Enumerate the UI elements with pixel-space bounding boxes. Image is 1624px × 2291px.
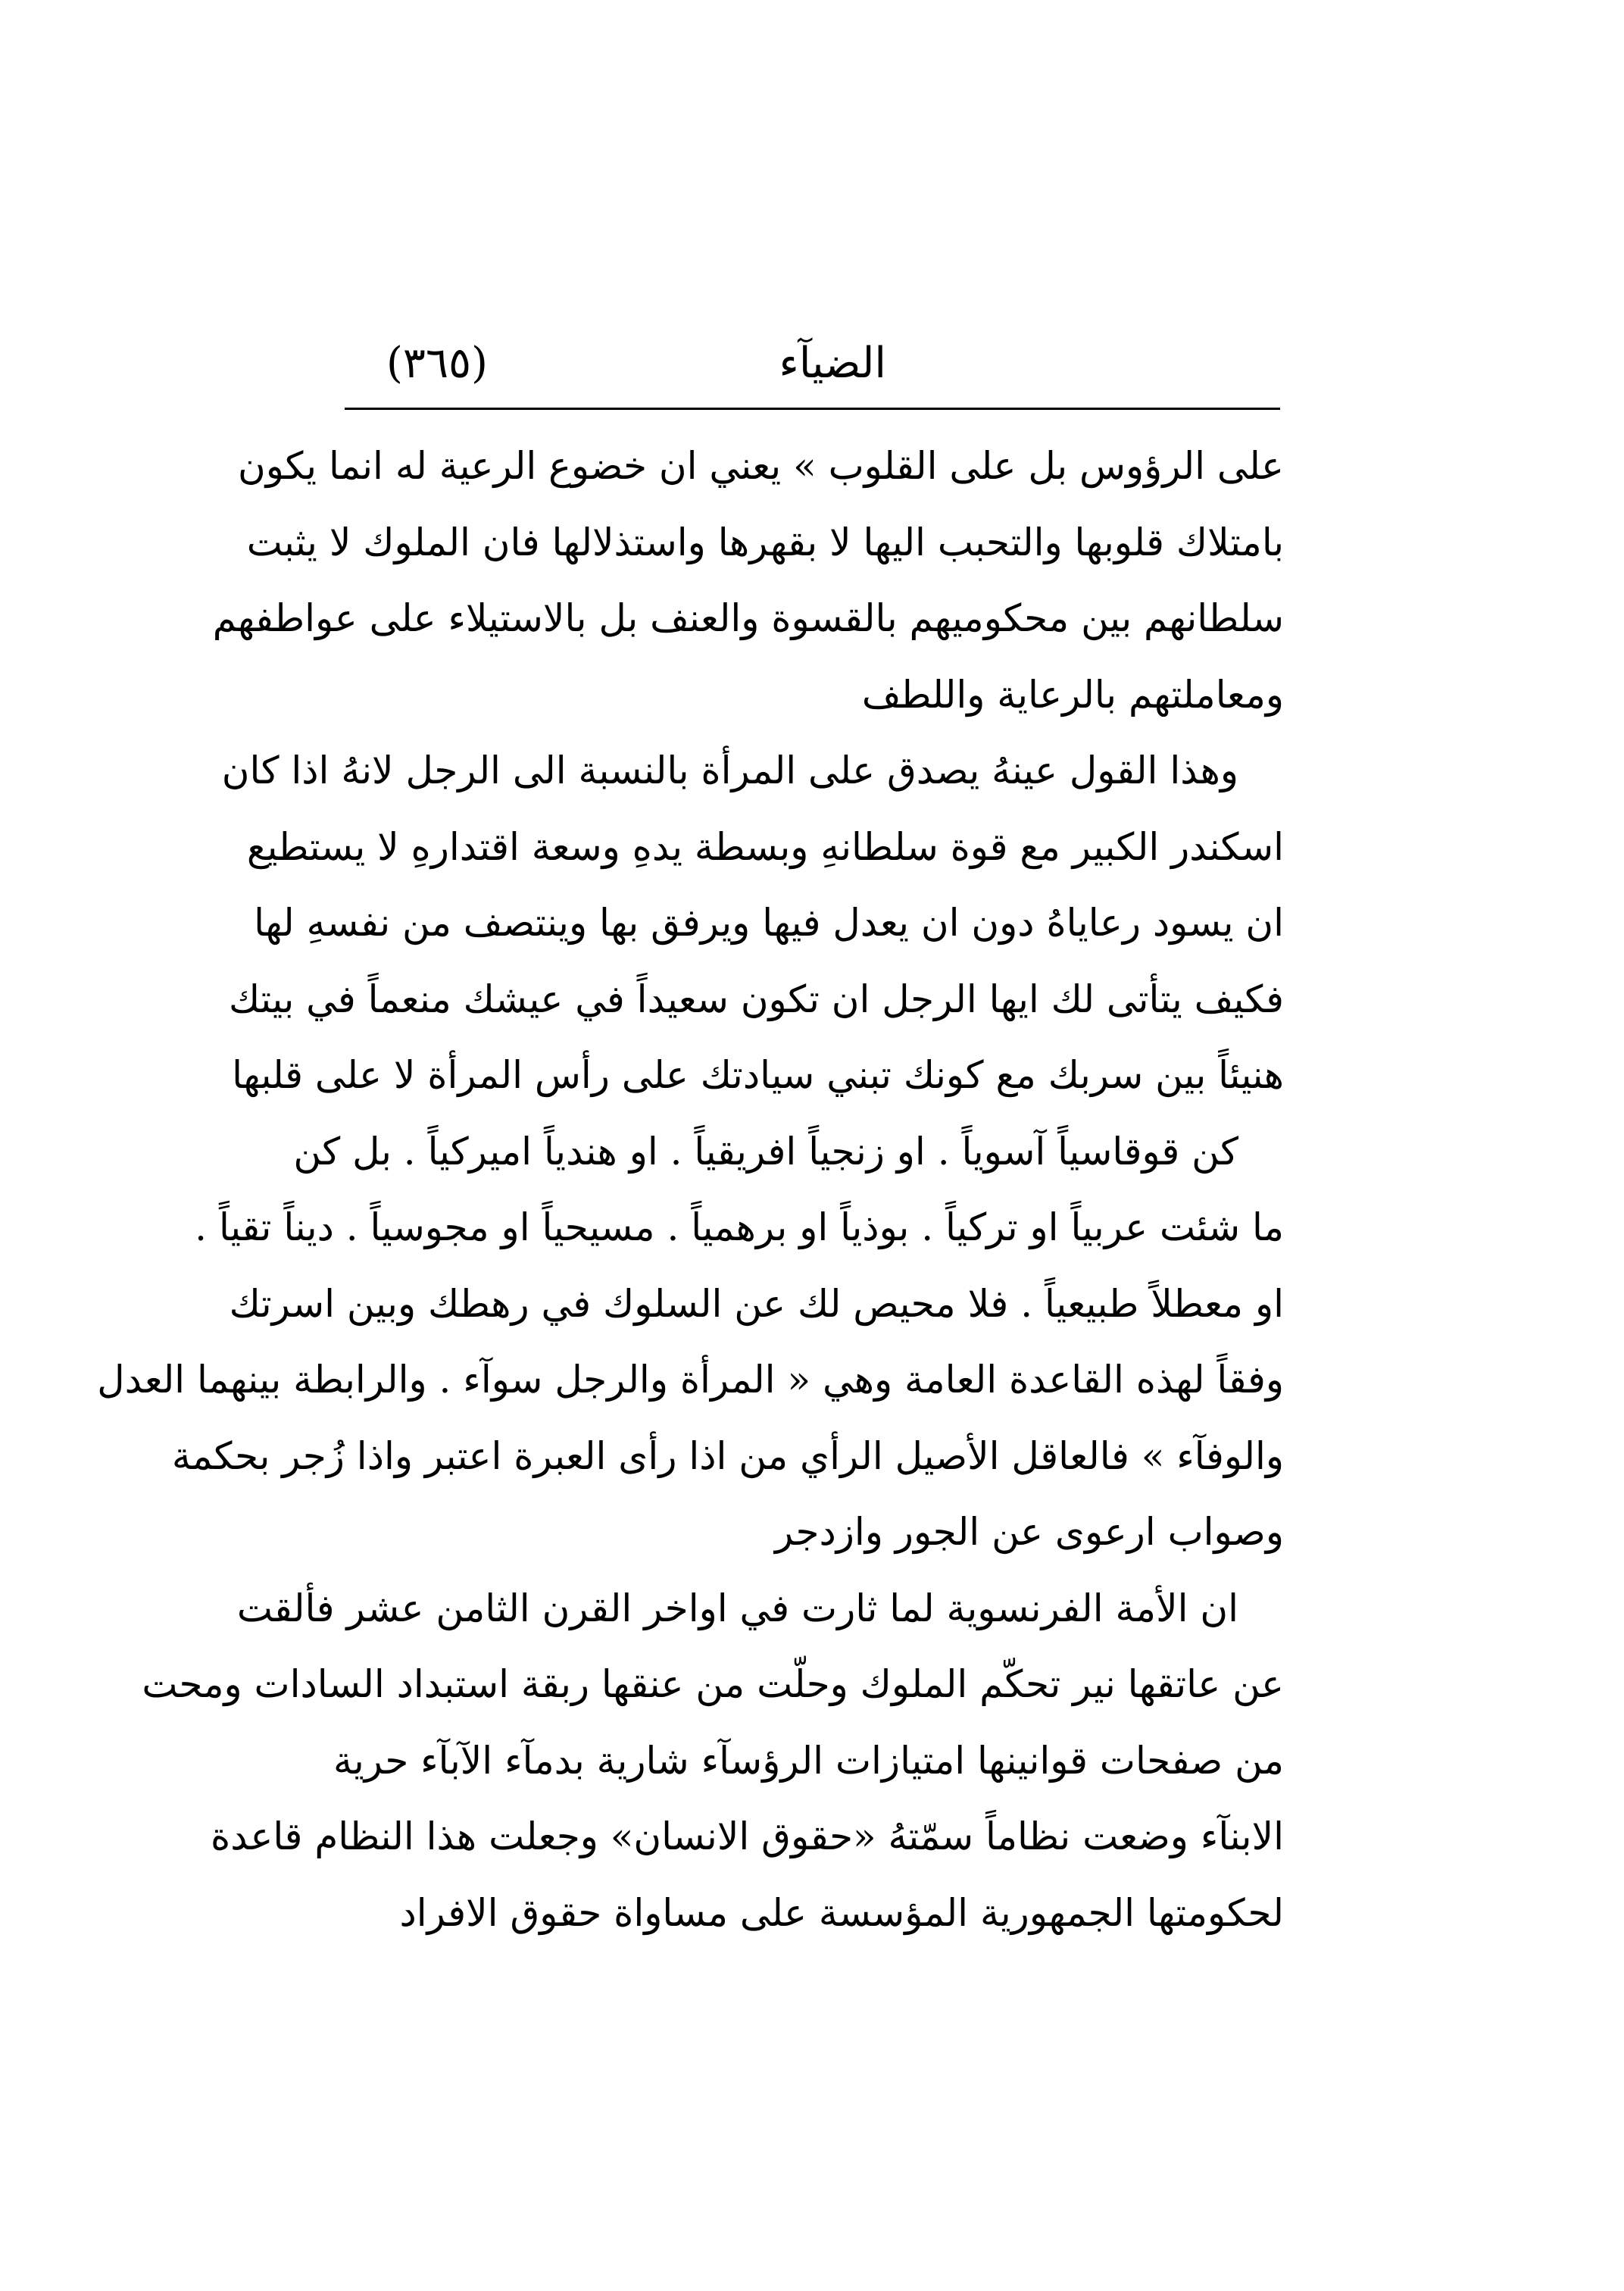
- text-line: عن عاتقها نير تحكّم الملوك وحلّت من عنقها ربقة استبداد السادات ومحت: [142, 1662, 1284, 1706]
- paragraph-4: [142, 1571, 1284, 1952]
- text-line: من صفحات قوانينها امتيازات الرؤسآء شارية بدمآء الآبآء حرية: [333, 1738, 1284, 1783]
- text-line: كن قوقاسياً آسوياً . او زنجياً افريقياً . او هندياً اميركياً . بل كن: [293, 1129, 1238, 1174]
- text-line: لحكومتها الجمهورية المؤسسة على مساواة حقوق الافراد: [399, 1890, 1284, 1935]
- text-line: فكيف يتأتى لك ايها الرجل ان تكون سعيداً في عيشك منعماً في بيتك: [229, 977, 1284, 1021]
- text-line: الابنآء وضعت نظاماً سمّتهُ «حقوق الانسان» وجعلت هذا النظام قاعدة: [211, 1814, 1284, 1858]
- text-line: بامتلاك قلوبها والتحبب اليها لا بقهرها واستذلالها فان الملوك لا يثبت: [246, 520, 1284, 564]
- paragraph-1: [212, 428, 1284, 733]
- text-line: او معطلاً طبيعياً . فلا محيص لك عن السلوك في رهطك وبين اسرتك: [229, 1281, 1284, 1326]
- text-line: اسكندر الكبير مع قوة سلطانهِ وبسطة يدهِ وسعة اقتدارهِ لا يستطيع: [246, 824, 1284, 869]
- text-line: ومعاملتهم بالرعاية واللطف: [861, 672, 1284, 717]
- text-line: هنيئاً بين سربك مع كونك تبني سيادتك على رأس المرأة لا على قلبها: [232, 1053, 1284, 1097]
- text-line: والوفآء » فالعاقل الأصيل الرأي من اذا رأى العبرة اعتبر واذا زُجر بحكمة: [171, 1433, 1284, 1478]
- text-line: ان الأمة الفرنسوية لما ثارت في اواخر القرن الثامن عشر فألقت: [236, 1586, 1238, 1630]
- text-line: وهذا القول عينهُ يصدق على المرأة بالنسبة الى الرجل لانهُ اذا كان: [221, 749, 1238, 792]
- text-line: ما شئت عربياً او تركياً . بوذياً او برهمياً . مسيحياً او مجوسياً . ديناً تقياً .: [195, 1205, 1284, 1249]
- header-rule: [345, 408, 1280, 410]
- paragraph-3: [97, 1114, 1284, 1571]
- body-text: [97, 428, 1284, 1951]
- text-line: ان يسود رعاياهُ دون ان يعدل فيها ويرفق بها وينتصف من نفسهِ لها: [254, 901, 1284, 945]
- paragraph-2: [221, 733, 1284, 1114]
- text-line: على الرؤوس بل على القلوب » يعني ان خضوع الرعية له انما يكون: [238, 444, 1284, 488]
- page-number: (٣٦٥): [386, 339, 488, 388]
- text-line: سلطانهم بين محكوميهم بالقسوة والعنف بل بالاستيلاء على عواطفهم: [212, 596, 1284, 640]
- text-line: وفقاً لهذه القاعدة العامة وهي « المرأة والرجل سوآء . والرابطة بينهما العدل: [97, 1358, 1284, 1402]
- page-header: [356, 326, 1295, 402]
- running-title: الضيآء: [779, 339, 886, 388]
- text-line: وصواب ارعوى عن الجور وازدجر: [774, 1510, 1284, 1554]
